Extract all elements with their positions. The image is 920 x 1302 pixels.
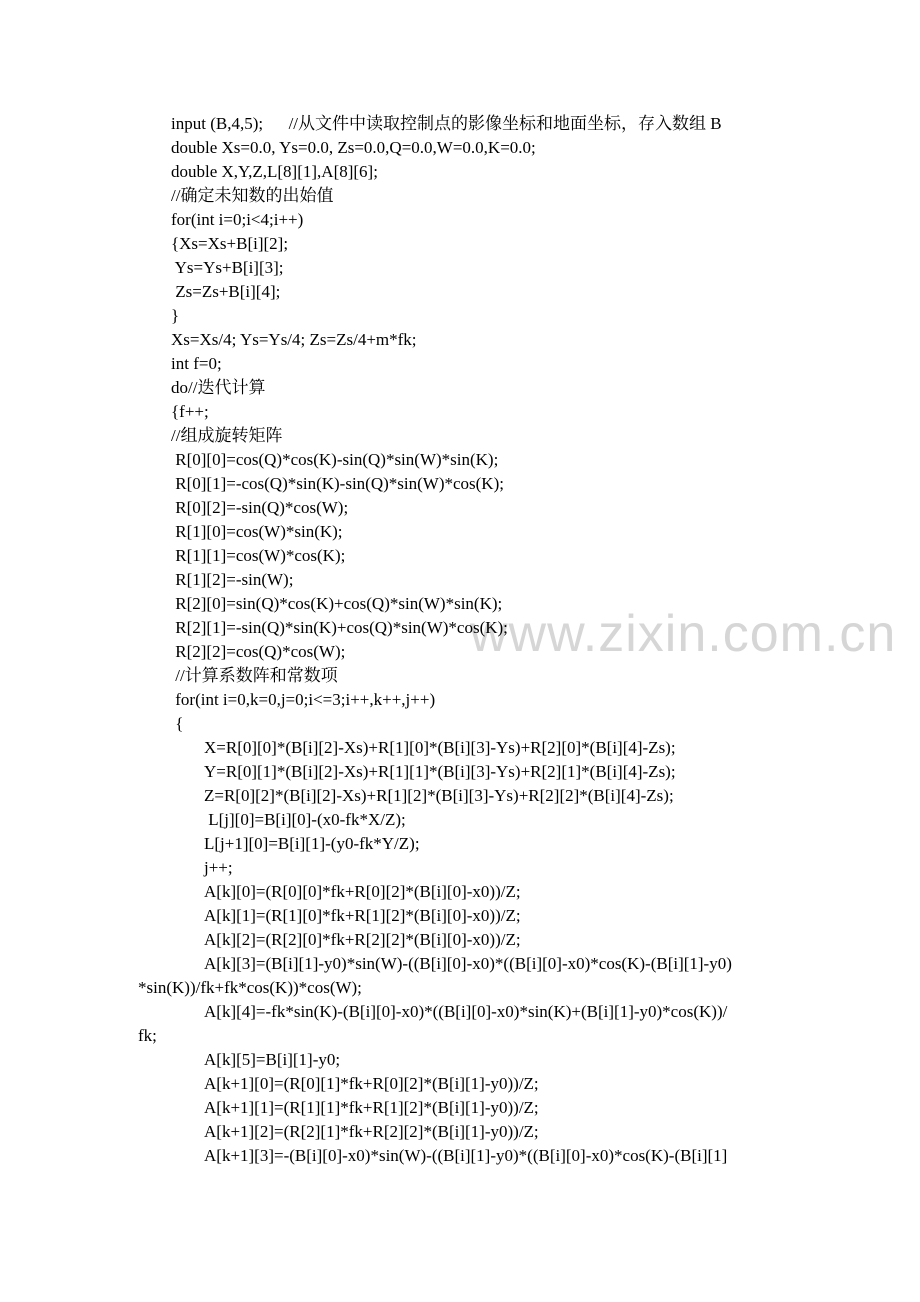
code-line: j++; xyxy=(204,858,233,877)
watermark: www.zixin.com.cn xyxy=(470,605,897,663)
code-line: Ys=Ys+B[i][3]; xyxy=(171,258,284,277)
code-line: R[2][2]=cos(Q)*cos(W); xyxy=(171,642,346,661)
code-line: A[k][4]=-fk*sin(K)-(B[i][0]-x0)*((B[i][0]-x0)*sin(K)+(B[i][1]-y0)*cos(K))/ xyxy=(204,1002,728,1021)
code-line: //组成旋转矩阵 xyxy=(171,426,283,445)
code-line: A[k][5]=B[i][1]-y0; xyxy=(204,1050,341,1069)
code-line: A[k][3]=(B[i][1]-y0)*sin(W)-((B[i][0]-x0)*((B[i][0]-x0)*cos(K)-(B[i][1]-y0) xyxy=(204,954,732,973)
code-line: } xyxy=(171,306,180,325)
code-line: do//迭代计算 xyxy=(171,378,266,397)
code-line: //确定未知数的出始值 xyxy=(171,186,334,205)
code-line: {Xs=Xs+B[i][2]; xyxy=(171,234,289,253)
code-line: R[2][0]=sin(Q)*cos(K)+cos(Q)*sin(W)*sin(K); xyxy=(171,594,503,613)
code-line: {f++; xyxy=(171,402,209,421)
code-line: { xyxy=(171,714,184,733)
code-line: R[0][2]=-sin(Q)*cos(W); xyxy=(171,498,349,517)
code-line: R[1][1]=cos(W)*cos(K); xyxy=(171,546,346,565)
code-line: R[0][0]=cos(Q)*cos(K)-sin(Q)*sin(W)*sin(K); xyxy=(171,450,499,469)
code-line: double Xs=0.0, Ys=0.0, Zs=0.0,Q=0.0,W=0.0,K=0.0; xyxy=(171,138,536,157)
code-line: A[k+1][2]=(R[2][1]*fk+R[2][2]*(B[i][1]-y0))/Z; xyxy=(204,1122,539,1141)
code-line: for(int i=0,k=0,j=0;i<=3;i++,k++,j++) xyxy=(171,690,436,709)
code-line: //计算系数阵和常数项 xyxy=(171,666,338,685)
code-line: Z=R[0][2]*(B[i][2]-Xs)+R[1][2]*(B[i][3]-Ys)+R[2][2]*(B[i][4]-Zs); xyxy=(204,786,674,805)
code-line: R[1][0]=cos(W)*sin(K); xyxy=(171,522,343,541)
code-line: L[j][0]=B[i][0]-(x0-fk*X/Z); xyxy=(204,810,406,829)
code-line: R[0][1]=-cos(Q)*sin(K)-sin(Q)*sin(W)*cos(K); xyxy=(171,474,504,493)
code-line: A[k+1][1]=(R[1][1]*fk+R[1][2]*(B[i][1]-y0))/Z; xyxy=(204,1098,539,1117)
code-line: R[2][1]=-sin(Q)*sin(K)+cos(Q)*sin(W)*cos(K); xyxy=(171,618,508,637)
code-line: A[k+1][3]=-(B[i][0]-x0)*sin(W)-((B[i][1]-y0)*((B[i][0]-x0)*cos(K)-(B[i][1] xyxy=(204,1146,728,1165)
code-line: Xs=Xs/4; Ys=Ys/4; Zs=Zs/4+m*fk; xyxy=(171,330,417,349)
code-line: A[k+1][0]=(R[0][1]*fk+R[0][2]*(B[i][1]-y0))/Z; xyxy=(204,1074,539,1093)
code-line: Y=R[0][1]*(B[i][2]-Xs)+R[1][1]*(B[i][3]-Ys)+R[2][1]*(B[i][4]-Zs); xyxy=(204,762,676,781)
code-line: A[k][2]=(R[2][0]*fk+R[2][2]*(B[i][0]-x0))/Z; xyxy=(204,930,521,949)
code-line: A[k][1]=(R[1][0]*fk+R[1][2]*(B[i][0]-x0))/Z; xyxy=(204,906,521,925)
code-line: input (B,4,5); //从文件中读取控制点的影像坐标和地面坐标，存入数组 B xyxy=(171,114,722,133)
code-line: int f=0; xyxy=(171,354,222,373)
code-line: fk; xyxy=(138,1026,157,1045)
code-line: for(int i=0;i<4;i++) xyxy=(171,210,304,229)
code-line: R[1][2]=-sin(W); xyxy=(171,570,294,589)
code-line: *sin(K))/fk+fk*cos(K))*cos(W); xyxy=(138,978,362,997)
code-line: Zs=Zs+B[i][4]; xyxy=(171,282,281,301)
code-line: X=R[0][0]*(B[i][2]-Xs)+R[1][0]*(B[i][3]-Ys)+R[2][0]*(B[i][4]-Zs); xyxy=(204,738,676,757)
code-line: double X,Y,Z,L[8][1],A[8][6]; xyxy=(171,162,378,181)
code-line: A[k][0]=(R[0][0]*fk+R[0][2]*(B[i][0]-x0))/Z; xyxy=(204,882,521,901)
code-line: L[j+1][0]=B[i][1]-(y0-fk*Y/Z); xyxy=(204,834,420,853)
